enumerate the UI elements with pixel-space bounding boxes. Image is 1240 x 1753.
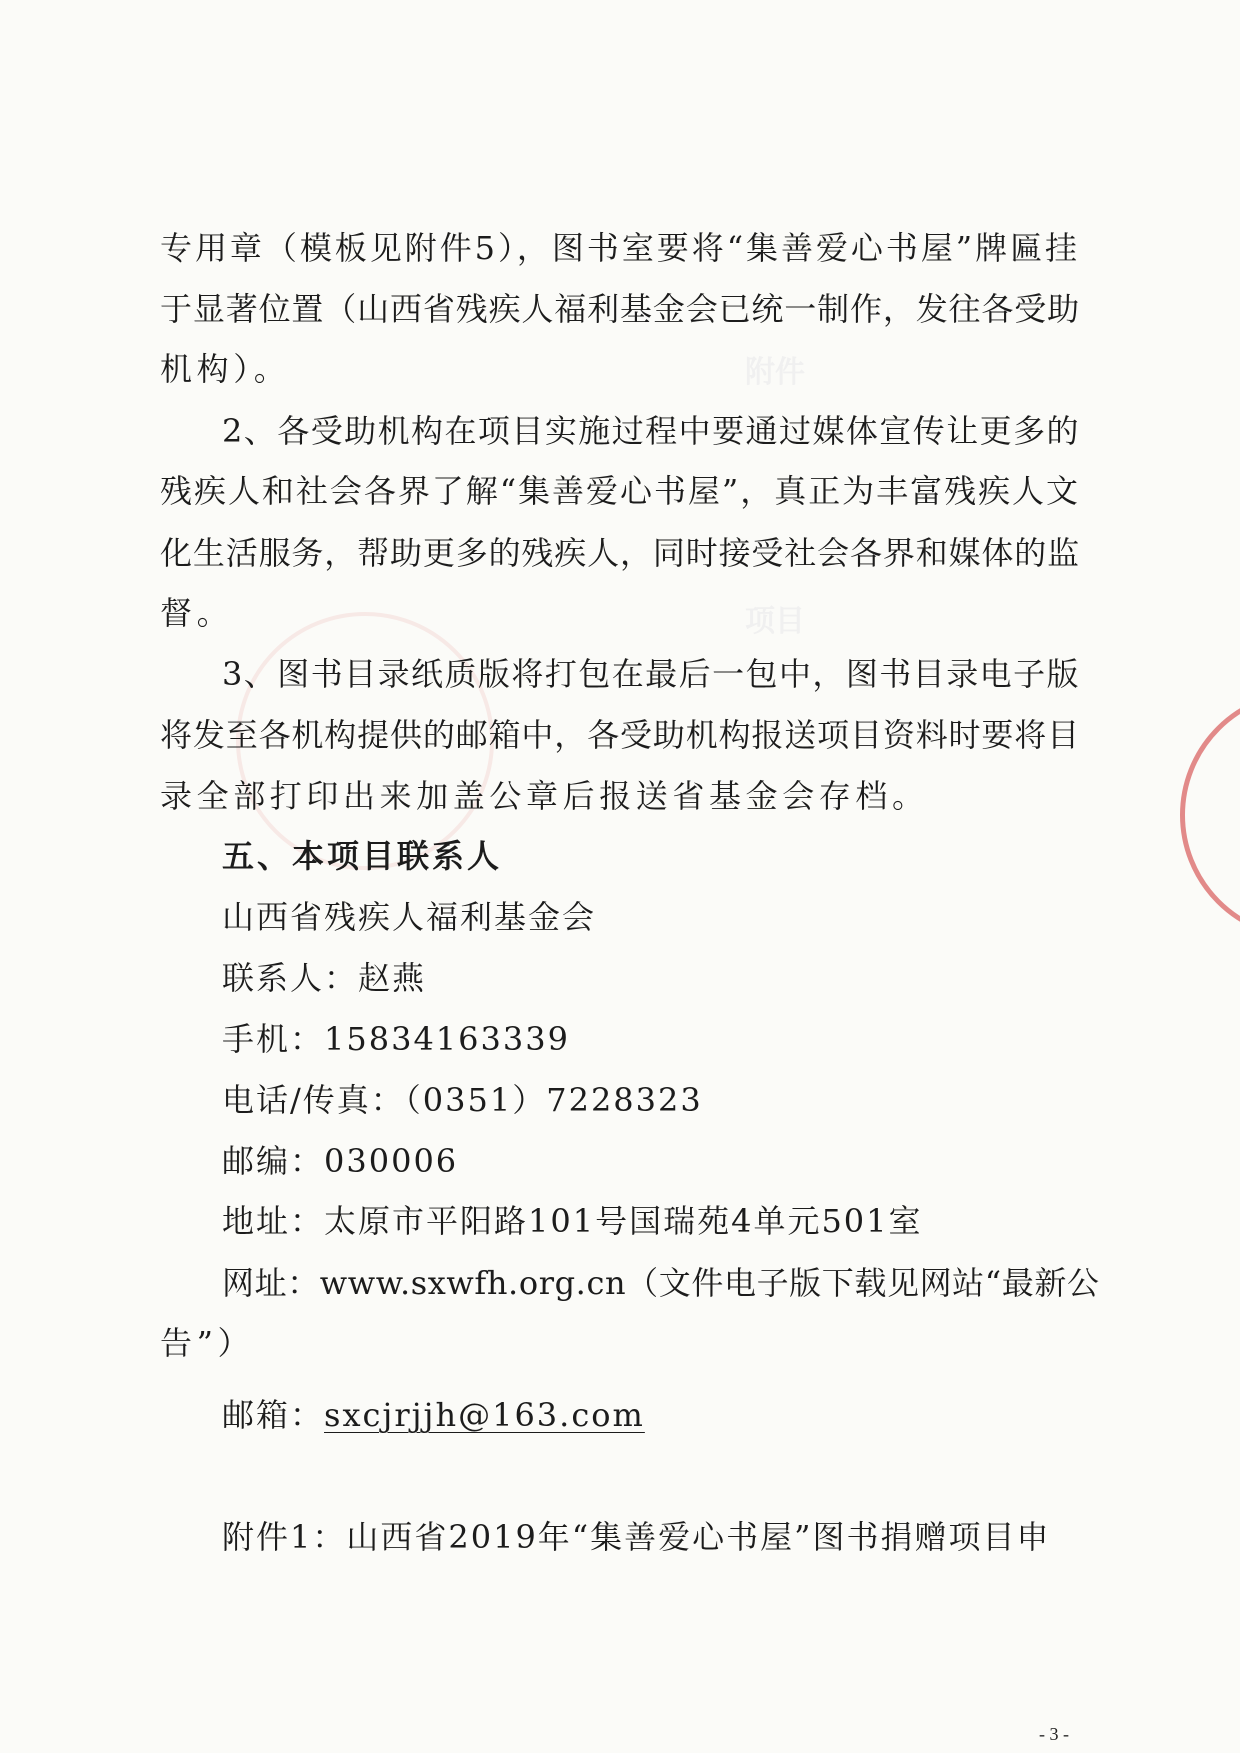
body-line: 2、各受助机构在项目实施过程中要通过媒体宣传让更多的 xyxy=(222,412,1080,450)
contact-person: 联系人：赵燕 xyxy=(222,959,427,997)
contact-website-cont: 告”） xyxy=(160,1324,255,1362)
page-number: - 3 - xyxy=(1039,1724,1069,1744)
contact-mobile: 手机：15834163339 xyxy=(222,1020,570,1058)
contact-postcode: 邮编：030006 xyxy=(222,1142,459,1180)
section-heading: 五、本项目联系人 xyxy=(222,837,503,875)
body-line: 化生活服务，帮助更多的残疾人，同时接受社会各界和媒体的监 xyxy=(160,534,1080,572)
attachment-line: 附件1：山西省2019年“集善爱心书屋”图书捐赠项目申 xyxy=(222,1518,1051,1556)
contact-website: 网址：www.sxwfh.org.cn（文件电子版下载见网站“最新公 xyxy=(222,1264,1100,1302)
body-line: 将发至各机构提供的邮箱中，各受助机构报送项目资料时要将目 xyxy=(160,716,1080,754)
contact-phone-fax: 电话/传真：（0351）7228323 xyxy=(222,1081,703,1119)
bleed-through-mark: 项目 xyxy=(745,604,805,639)
contact-address: 地址：太原市平阳路101号国瑞苑4单元501室 xyxy=(222,1202,923,1240)
body-line: 机构）。 xyxy=(160,350,291,388)
email-label: 邮箱： xyxy=(222,1396,325,1434)
contact-email-line xyxy=(222,1393,645,1437)
bleed-through-mark: 附件 xyxy=(745,355,805,390)
red-seal-edge xyxy=(1180,690,1240,940)
body-line: 3、图书目录纸质版将打包在最后一包中，图书目录电子版 xyxy=(222,655,1080,693)
contact-org: 山西省残疾人福利基金会 xyxy=(222,898,597,936)
email-link[interactable]: sxcjrjjh@163.com xyxy=(324,1396,645,1434)
body-line: 专用章（模板见附件5），图书室要将“集善爱心书屋”牌匾挂 xyxy=(160,229,1080,267)
body-line: 残疾人和社会各界了解“集善爱心书屋”，真正为丰富残疾人文 xyxy=(160,472,1080,510)
body-line: 督。 xyxy=(160,594,234,632)
body-line: 于显著位置（山西省残疾人福利基金会已统一制作，发往各受助 xyxy=(160,290,1080,328)
body-line: 录全部打印出来加盖公章后报送省基金会存档。 xyxy=(160,777,929,815)
